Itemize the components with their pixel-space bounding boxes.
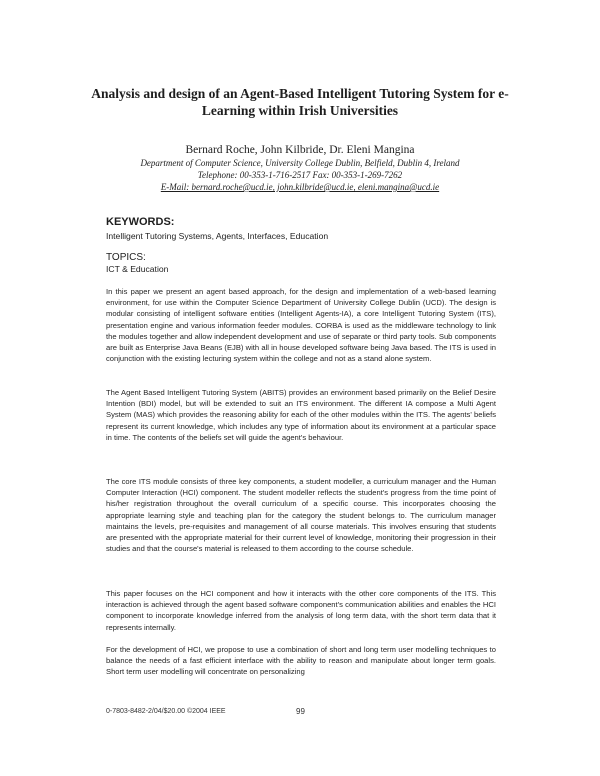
author-telephone: Telephone: 00-353-1-716-2517 Fax: 00-353-1-269-7262	[197, 170, 403, 180]
body-paragraph: The Agent Based Intelligent Tutoring System (ABITS) provides an environment based primarily on the Belief Desire Intention (BDI) model, but will be extended to suit an ITS environment. The different IA compose a Multi Agent System (MAS) which provides the reasoning ability for each of the other modules within the ITS. The agents' beliefs represent its current knowledge, which includes any type of information about its environment at a particular space in time. The contents of the beliefs set will guide the agent's behaviour.	[106, 388, 496, 442]
author-email[interactable]: E-Mail: bernard.roche@ucd.ie, john.kilbride@ucd.ie, eleni.mangina@ucd.ie	[160, 182, 440, 192]
abstract-paragraph: In this paper we present an agent based approach, for the design and implementation of a web-based learning environment, for use within the Computer Science Department of University College Dublin (UCD). The design is modular consisting of intelligent software entities (Intelligent Agents-IA), a core Intelligent Tutoring System (ITS), presentation engine and various information feeder modules. CORBA is used as the middleware technology to link the modules together and allow independent development and use of separate or third party tools. Sub components are built as Enterprise Java Beans (EJB) with all in house developed software being Java based. The ITS is used in conjunction with the existing lecturing system within the college and not as a stand alone system.	[106, 287, 496, 364]
keywords-heading: KEYWORDS:	[106, 216, 175, 228]
footer-publication-id: 0-7803-8482-2/04/$20.00 ©2004 IEEE	[106, 708, 226, 715]
author-names: Bernard Roche, John Kilbride, Dr. Eleni Mangina	[185, 144, 415, 156]
page-number: 99	[296, 707, 305, 716]
author-block	[100, 143, 500, 193]
body-paragraph: This paper focuses on the HCI component and how it interacts with the other core components of the ITS. This interaction is achieved through the agent based software component's communication abilities and enables the HCI component to incorporate knowledge inferred from the analysis of long term data, with the short term data that it represents internally.	[106, 589, 496, 632]
topics-heading: TOPICS:	[106, 252, 146, 263]
body-paragraph: The core ITS module consists of three key components, a student modeller, a curriculum manager and the Human Computer Interaction (HCI) component. The student modeller reflects the student's progress from the time point of his/her registration throughout the overall curriculum of a specific course. This incorporates choosing the appropriate learning style and teaching plan for the category the student belongs to. The curriculum manager maintains the levels, pre-requisites and management of all course materials. This involves ensuring that students are presented with the appropriate material for their current level of knowledge, monitoring their progression in their studies and that the course's material is released to them according to the course schedule.	[106, 477, 496, 554]
topics-text: ICT & Education	[106, 264, 169, 274]
author-affiliation: Department of Computer Science, University College Dublin, Belfield, Dublin 4, Ireland	[140, 158, 460, 168]
keywords-text: Intelligent Tutoring Systems, Agents, Interfaces, Education	[106, 231, 329, 241]
body-paragraph: For the development of HCI, we propose to use a combination of short and long term user modelling techniques to balance the needs of a fast efficient interface with the ability to reason and manipulate about longer term goals. Short term user modelling will concentrate on personalizing	[106, 645, 496, 677]
paper-title: Analysis and design of an Agent-Based Intelligent Tutoring System for e-Learning within Irish Universities	[91, 86, 509, 118]
